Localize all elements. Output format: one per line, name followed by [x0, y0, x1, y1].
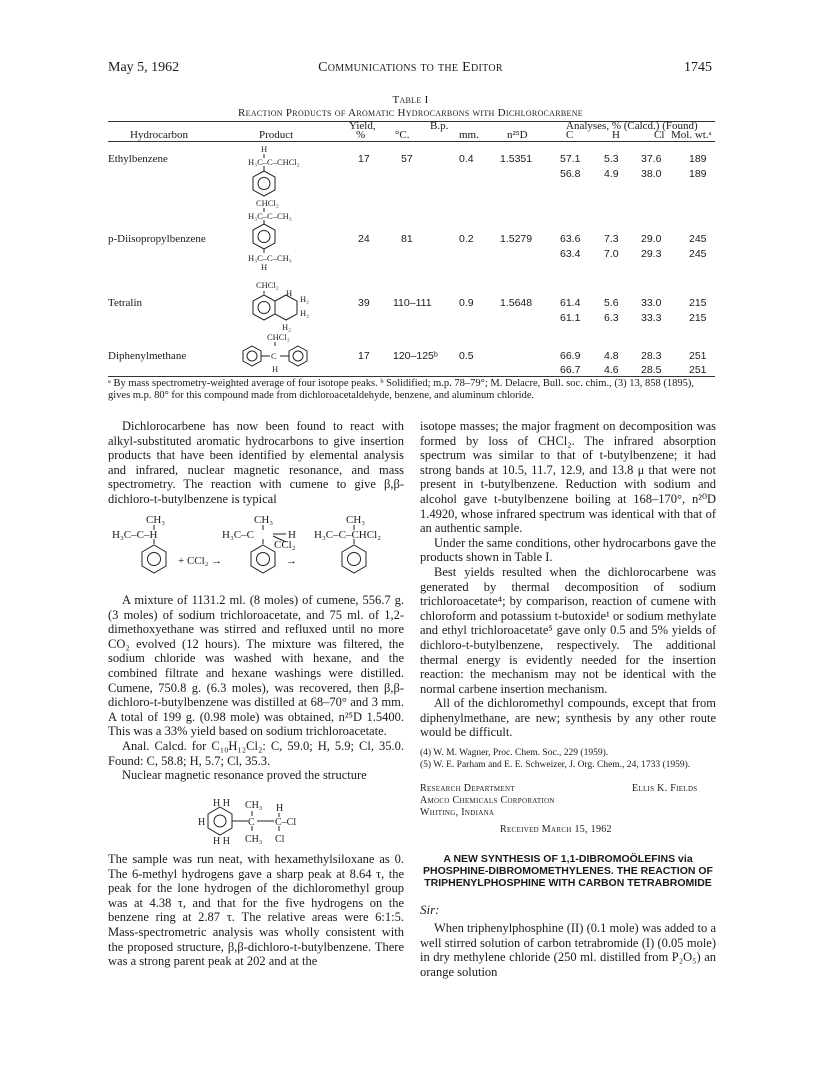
header-page-number: 1745	[684, 60, 712, 75]
cell-nd: 1.5351	[500, 153, 533, 165]
paragraph: Nuclear magnetic resonance proved the structure	[122, 768, 367, 783]
col-nd: n²⁵D	[507, 129, 528, 141]
cumene-reaction-scheme	[108, 512, 408, 592]
cell-molwt-found: 215	[689, 312, 707, 324]
scheme-label: + CCl₂ →	[178, 555, 223, 567]
struct-label: C	[271, 351, 277, 361]
cell-cl-calcd: 28.3	[641, 350, 662, 362]
table-header-rule	[108, 141, 715, 142]
cell-cl-found: 33.3	[641, 312, 662, 324]
cell-yield: 24	[358, 233, 370, 245]
cell-cl-found: 29.3	[641, 248, 662, 260]
article-title: A NEW SYNTHESIS OF 1,1-DIBROMOÖLEFINS via PHOSPHINE-DIBROMOMETHYLENES. THE REACTION OF TRIPHENYLPHOSPHINE WITH CARBON TETRABROMIDE	[423, 853, 713, 889]
left-column-cont	[108, 593, 404, 783]
paragraph: The sample was run neat, with hexamethylsiloxane as 0. The 6-methyl hydrogens gave a sharp peak at 8.64 τ, the peak for the lone hydrogen of the dichloromethyl group was at 4.38 τ, and that for the five hydrogens on the benzene ring at 2.87 τ. The relative areas were 6:1:5. Mass-spectrometric analysis was wholly consistent with the proposed structure, β,β-dichloro-t-butylbenzene. There was a strong parent peak at 202 and at the	[108, 852, 404, 969]
left-column-end	[108, 852, 404, 969]
left-column	[108, 419, 404, 507]
table-bottom-rule	[108, 376, 715, 377]
paragraph: Best yields resulted when the dichlorocarbene was generated by thermal decomposition of sodium trichloroacetate⁴; by comparison, reaction of cumene with chloroform and potassium t-butoxide¹ or sodium methylate and ethyl trichloroacetate⁵ gave only 0.5 and 5% yields of dichloro-t-butylbenzene, respectively. The additional thermal energy is evidently needed for the insertion reaction: the mechanism may not be identical with the normal carbene insertion mechanism.	[420, 564, 716, 696]
cell-yield: 17	[358, 153, 370, 165]
cell-h-calcd: 4.8	[604, 350, 619, 362]
struct-label: H₂	[300, 308, 310, 318]
cell-molwt-calcd: 245	[689, 233, 707, 245]
col-cl: Cl	[654, 129, 665, 141]
cell-yield: 17	[358, 350, 370, 362]
nmr-label: H	[276, 803, 284, 814]
scheme-label: H₃C–C–CHCl₂	[314, 529, 381, 541]
cell-bp-c: 81	[401, 233, 413, 245]
cell-bp-mm: 0.4	[459, 153, 474, 165]
nmr-label: C	[248, 817, 255, 828]
cell-h-found: 7.0	[604, 248, 619, 260]
nmr-label: H H	[213, 836, 230, 847]
scheme-label: CH₃	[146, 514, 166, 526]
cell-bp-mm: 0.5	[459, 350, 474, 362]
struct-label: CHCl₂	[267, 332, 290, 342]
cell-c-found: 56.8	[560, 168, 581, 180]
reference-5: (5) W. E. Parham and E. E. Schweizer, J. Org. Chem., 24, 1733 (1959).	[420, 759, 691, 770]
scheme-label: CCl₂	[274, 539, 296, 551]
cell-h-found: 4.6	[604, 364, 619, 376]
received-date: Received March 15, 1962	[500, 824, 612, 835]
nmr-label: H	[198, 817, 206, 828]
table-footnote: ᵃ By mass spectrometry-weighted average of four isotope peaks. ᵇ Solidified; m.p. 78–79°; M. Delacre, Bull. soc. chim., (3) 13, 858 (1895), gives m.p. 80° for this compound made from dichloroacetaldehyde, benzene, and aluminum chloride.	[108, 378, 694, 401]
cell-c-found: 66.7	[560, 364, 581, 376]
cell-cl-calcd: 29.0	[641, 233, 662, 245]
scheme-label: CH₃	[346, 514, 366, 526]
cell-cl-calcd: 37.6	[641, 153, 662, 165]
cell-hydrocarbon: p-Diisopropylbenzene	[108, 233, 206, 245]
affiliation-company: Amoco Chemicals Corporation	[420, 795, 555, 806]
col-bp-mm: mm.	[459, 129, 479, 141]
cell-bp-c: 120–125ᵇ	[393, 350, 438, 362]
cell-molwt-calcd: 215	[689, 297, 707, 309]
struct-label: H₃C–C–CH₃	[248, 211, 292, 221]
nmr-label: CH₃	[245, 834, 263, 845]
struct-label: H	[261, 144, 268, 154]
cell-nd: 1.5279	[500, 233, 533, 245]
col-bp-c: °C.	[395, 129, 410, 141]
table-caption: Reaction Products of Aromatic Hydrocarbons with Dichlorocarbene	[238, 107, 583, 119]
cell-cl-calcd: 33.0	[641, 297, 662, 309]
struct-label: CHCl₂	[256, 280, 279, 290]
scheme-label: →	[286, 555, 297, 567]
cell-bp-c: 110–111	[393, 297, 432, 309]
cell-c-found: 63.4	[560, 248, 581, 260]
cell-c-calcd: 63.6	[560, 233, 581, 245]
struct-label: H₂	[282, 322, 292, 332]
salutation: Sir:	[420, 902, 440, 917]
cell-h-calcd: 7.3	[604, 233, 619, 245]
cell-bp-c: 57	[401, 153, 413, 165]
cell-hydrocarbon: Diphenylmethane	[108, 350, 187, 362]
cell-h-found: 4.9	[604, 168, 619, 180]
header-date: May 5, 1962	[108, 60, 180, 75]
scheme-label: H₃C–C	[222, 529, 254, 541]
col-yield-unit: %	[356, 129, 366, 141]
paragraph: Dichlorocarbene has now been found to react with alkyl-substituted aromatic hydrocarbons to give insertion products that have been identified by elemental analysis and infrared, nuclear magnetic resonance, and mass spectrometry. The reaction with cumene to give β,β-dichloro-t-butylbenzene is typical	[108, 419, 404, 506]
table-product-structures	[230, 140, 350, 376]
nmr-label: Cl	[275, 834, 285, 845]
struct-label: H	[286, 288, 293, 298]
table-label: Table I	[392, 94, 429, 106]
col-molwt: Mol. wt.ᵃ	[671, 129, 712, 141]
nmr-structure	[190, 797, 330, 849]
struct-label: H	[272, 364, 279, 374]
paragraph: Under the same conditions, other hydrocarbons gave the products shown in Table I.	[420, 535, 716, 565]
right-column	[420, 419, 716, 771]
cell-h-calcd: 5.6	[604, 297, 619, 309]
scheme-label: H₃C–C–H	[112, 529, 158, 541]
author-name: Ellis K. Fields	[632, 783, 698, 794]
cell-c-calcd: 61.4	[560, 297, 581, 309]
cell-cl-found: 38.0	[641, 168, 662, 180]
cell-bp-mm: 0.2	[459, 233, 474, 245]
cell-c-found: 61.1	[560, 312, 581, 324]
paragraph: When triphenylphosphine (II) (0.1 mole) was added to a well stirred solution of carbon tetrabromide (I) (0.05 mole) in dry methylene chloride (250 ml. distilled from P₂O₅) an orange solution	[420, 921, 716, 979]
header-journal: Communications to the Editor	[318, 60, 503, 75]
nmr-label: CH₃	[245, 800, 263, 811]
cell-nd: 1.5648	[500, 297, 533, 309]
cell-molwt-calcd: 189	[689, 153, 707, 165]
affiliation-dept: Research Department	[420, 783, 515, 794]
struct-label: H	[261, 262, 268, 272]
nmr-label: H H	[213, 798, 230, 809]
struct-label: CHCl₂	[256, 198, 279, 208]
cell-bp-mm: 0.9	[459, 297, 474, 309]
struct-label: H₃C–C–CHCl₂	[248, 157, 300, 167]
struct-label: H₂	[300, 294, 310, 304]
col-bp: B.p.	[430, 120, 449, 132]
cell-c-calcd: 57.1	[560, 153, 581, 165]
paragraph: A mixture of 1131.2 ml. (8 moles) of cumene, 556.7 g. (3 moles) of sodium trichloroacetate, and 75 ml. of 1,2-dimethoxyethane was stirred and refluxed until no more CO₂ evolved (12 hours). The mixture was filtered, the sodium chloride was washed with hexane, and the combined filtrate and hexane washings were distilled. Cumene, 750.8 g. (6.3 moles), was recovered, then β,β-dichloro-t-butylbenzene was distilled at 68–70° and 3 mm. A total of 199 g. (0.98 mole) was obtained, n²⁵D 1.5400. This was a 33% yield based on sodium trichloroacetate.	[108, 593, 404, 739]
paragraph: isotope masses; the major fragment on decomposition was formed by loss of CHCl₂. The infrared absorption spectrum was similar to that of t-butylbenzene; it had strong bands at 10.5, 11.7, 12.9, and 13.8 μ that were not present in t-butylbenzene. Reduction with sodium and alcohol gave t-butylbenzene boiling at 168–170°, n²⁰D 1.4920, whose infrared spectrum was identical with that of an authentic sample.	[420, 419, 716, 536]
cell-cl-found: 28.5	[641, 364, 662, 376]
col-h: H	[612, 129, 620, 141]
paragraph-analysis: Anal. Calcd. for C₁₀H₁₂Cl₂: C, 59.0; H, 5.9; Cl, 35.0. Found: C, 58.8; H, 5.7; Cl, 35.3.	[108, 738, 404, 768]
scheme-label: H	[288, 529, 296, 541]
struct-label: H₃C–C–CH₃	[248, 253, 292, 263]
cell-hydrocarbon: Ethylbenzene	[108, 153, 168, 165]
scheme-label: CH₃	[254, 514, 274, 526]
cell-yield: 39	[358, 297, 370, 309]
col-product: Product	[259, 129, 294, 141]
cell-h-found: 6.3	[604, 312, 619, 324]
cell-molwt-found: 251	[689, 364, 707, 376]
col-c: C	[566, 129, 574, 141]
cell-molwt-found: 189	[689, 168, 707, 180]
col-yield: Yield,	[349, 120, 376, 132]
col-analyses: Analyses, % (Calcd.) (Found)	[566, 120, 698, 132]
col-hydrocarbon: Hydrocarbon	[130, 129, 189, 141]
cell-hydrocarbon: Tetralin	[108, 297, 143, 309]
cell-h-calcd: 5.3	[604, 153, 619, 165]
cell-molwt-found: 245	[689, 248, 707, 260]
reference-4: (4) W. M. Wagner, Proc. Chem. Soc., 229 (1959).	[420, 748, 609, 759]
cell-c-calcd: 66.9	[560, 350, 581, 362]
paragraph: All of the dichloromethyl compounds, except that from diphenylmethane, are new; synthesis by any other route would be difficult.	[420, 696, 716, 740]
right-column-end	[420, 921, 716, 979]
nmr-label: C–Cl	[275, 817, 297, 828]
affiliation-location: Whiting, Indiana	[420, 807, 495, 818]
cell-molwt-calcd: 251	[689, 350, 707, 362]
